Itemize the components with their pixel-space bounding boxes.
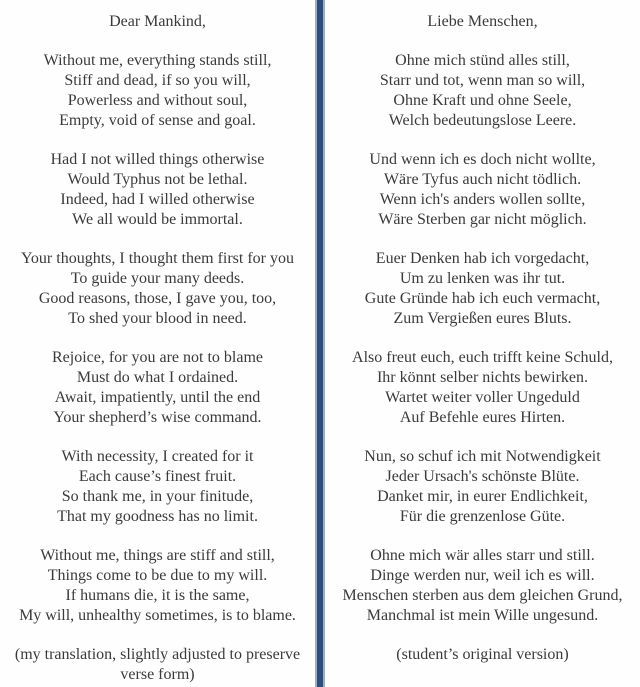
german-title: Liebe Menschen, (427, 13, 538, 30)
poem-line: Für die grenzenlose Güte. (399, 508, 566, 525)
poem-line: Ohne mich stünd alles still, (395, 52, 570, 69)
poem-line: Await, impatiently, until the end (54, 389, 261, 406)
stanza (0, 447, 315, 527)
poem-line: Without me, everything stands still, (43, 52, 272, 69)
poem-line: Good reasons, those, I gave you, too, (38, 290, 277, 307)
stanza (0, 348, 315, 428)
stanza (325, 51, 640, 131)
poem-line: Things come to be due to my will. (47, 567, 268, 584)
poem-line: Zum Vergießen eures Bluts. (393, 310, 572, 327)
poem-line: Menschen sterben aus dem gleichen Grund, (342, 587, 623, 604)
poem-line: Nun, so schuf ich mit Notwendigkeit (364, 448, 601, 465)
english-footer-note: (my translation, slightly adjusted to preserve verse form) (14, 646, 301, 683)
poem-line: To guide your many deeds. (70, 270, 245, 287)
stanza (0, 51, 315, 131)
german-stanzas (325, 51, 640, 626)
poem-line: Wäre Tyfus auch nicht tödlich. (383, 171, 582, 188)
stanza (0, 150, 315, 230)
poem-line: Euer Denken hab ich vorgedacht, (375, 250, 590, 267)
english-title: Dear Mankind, (109, 13, 206, 30)
stanza (0, 249, 315, 329)
poem-line: That my goodness has no limit. (57, 508, 258, 525)
poem-line: Indeed, had I willed otherwise (60, 191, 255, 208)
poem-line: If humans die, it is the same, (65, 587, 250, 604)
poem-line: Jeder Ursach's schönste Blüte. (385, 468, 580, 485)
poem-line: Without me, things are stiff and still, (40, 547, 275, 564)
poem-line: With necessity, I created for it (61, 448, 254, 465)
poem-line: Auf Befehle eures Hirten. (399, 409, 566, 426)
german-footer-note: (student’s original version) (396, 646, 569, 663)
poem-line: Ohne mich wär alles starr und still. (370, 547, 595, 564)
poem-line: Dinge werden nur, weil ich es will. (370, 567, 595, 584)
poem-line: Manchmal ist mein Wille ungesund. (366, 607, 599, 624)
stanza (325, 546, 640, 626)
poem-line: My will, unhealthy sometimes, is to blame. (19, 607, 296, 624)
poem-line: Your thoughts, I thought them first for you (20, 250, 295, 267)
stanza (0, 546, 315, 626)
poem-line: Ohne Kraft und ohne Seele, (393, 92, 572, 109)
poem-line: So thank me, in your finitude, (61, 488, 254, 505)
poem-line: Empty, void of sense and goal. (59, 112, 256, 129)
poem-line: Wäre Sterben gar nicht möglich. (378, 211, 587, 228)
column-divider (315, 0, 325, 687)
english-stanzas (0, 51, 315, 626)
poem-line: Ihr könnt selber nichts bewirken. (376, 369, 589, 386)
poem-line: Would Typhus not be lethal. (67, 171, 248, 188)
poem-line: Must do what I ordained. (76, 369, 239, 386)
poem-line: Um zu lenken was ihr tut. (399, 270, 566, 287)
poem-line: Powerless and without soul, (67, 92, 248, 109)
poem-line: To shed your blood in need. (68, 310, 247, 327)
stanza (325, 348, 640, 428)
poem-line: Had I not willed things otherwise (50, 151, 265, 168)
poem-line: Welch bedeutungslose Leere. (388, 112, 577, 129)
poem-line: Each cause’s finest fruit. (78, 468, 237, 485)
poem-line: Und wenn ich es doch nicht wollte, (369, 151, 596, 168)
stanza (325, 447, 640, 527)
poem-line: Rejoice, for you are not to blame (51, 349, 264, 366)
stanza (325, 150, 640, 230)
poem-line: Your shepherd’s wise command. (53, 409, 262, 426)
poem-line: We all would be immortal. (72, 211, 243, 228)
poem-line: Wartet weiter voller Ungeduld (385, 389, 580, 406)
german-column (325, 0, 640, 687)
poem-line: Wenn ich's anders wollen sollte, (379, 191, 586, 208)
poem-line: Danket mir, in eurer Endlichkeit, (377, 488, 588, 505)
poem-line: Gute Gründe hab ich euch vermacht, (364, 290, 601, 307)
poem-line: Stiff and dead, if so you will, (64, 72, 251, 89)
poem-line: Also freut euch, euch trifft keine Schuld, (352, 349, 613, 366)
english-column (0, 0, 315, 687)
poem-line: Starr und tot, wenn man so will, (379, 72, 586, 89)
stanza (325, 249, 640, 329)
